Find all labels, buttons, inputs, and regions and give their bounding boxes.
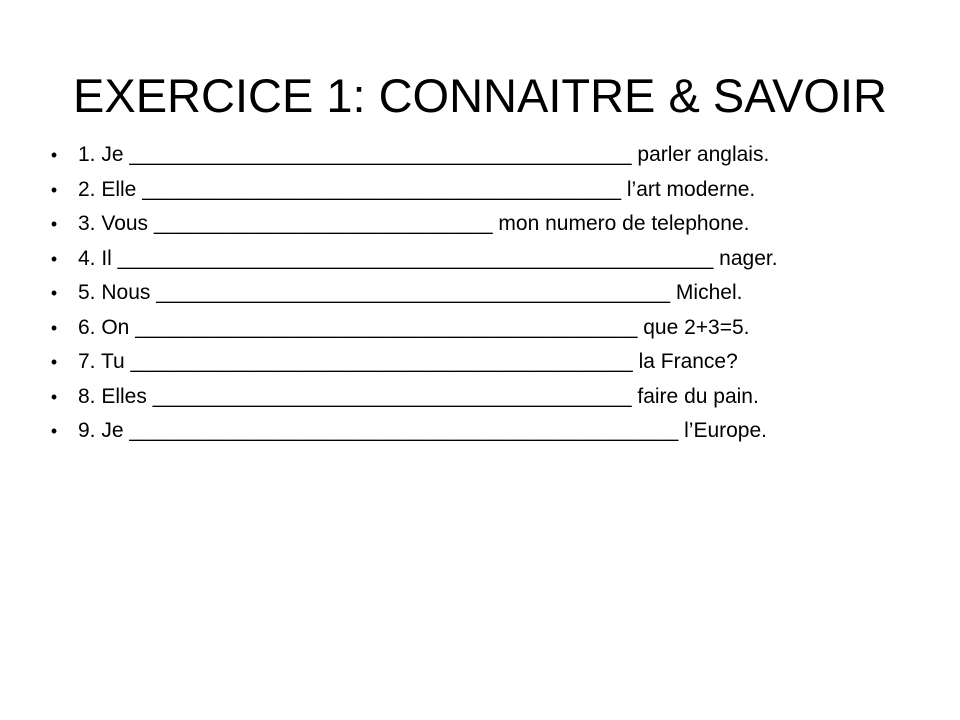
exercise-item-3 (48, 207, 928, 242)
exercise-item-4 (48, 242, 928, 277)
bullet-icon: • (50, 179, 58, 200)
exercise-item-2 (48, 173, 928, 208)
bullet-icon: • (50, 386, 58, 407)
exercise-item-5 (48, 276, 928, 311)
exercise-text: 6. On ___________________________________________ que 2+3=5. (78, 315, 750, 339)
exercise-list (48, 138, 928, 449)
exercise-text: 8. Elles _________________________________________ faire du pain. (78, 384, 759, 408)
exercise-item-6 (48, 311, 928, 346)
bullet-icon: • (50, 214, 58, 234)
bullet-icon: • (50, 145, 58, 165)
exercise-text: 4. Il ___________________________________________________ nager. (78, 246, 778, 270)
bullet-icon: • (50, 352, 58, 372)
bullet-icon: • (50, 248, 58, 269)
exercise-item-9 (48, 414, 928, 449)
bullet-icon: • (50, 283, 58, 303)
exercise-text: 2. Elle _________________________________________ l’art moderne. (78, 177, 756, 201)
exercise-item-1 (48, 138, 928, 173)
exercise-text: 3. Vous _____________________________ mon numero de telephone. (78, 212, 750, 235)
exercise-text: 5. Nous ____________________________________________ Michel. (78, 281, 743, 304)
exercise-item-7 (48, 345, 928, 380)
exercise-text: 1. Je ___________________________________________ parler anglais. (78, 143, 770, 166)
bullet-icon: • (50, 317, 58, 338)
slide-title: EXERCICE 1: CONNAITRE & SAVOIR (73, 69, 887, 122)
exercise-item-8 (48, 380, 928, 415)
exercise-text: 7. Tu ___________________________________________ la France? (78, 350, 738, 373)
exercise-text: 9. Je _______________________________________________ l’Europe. (78, 419, 768, 442)
bullet-icon: • (50, 421, 58, 441)
